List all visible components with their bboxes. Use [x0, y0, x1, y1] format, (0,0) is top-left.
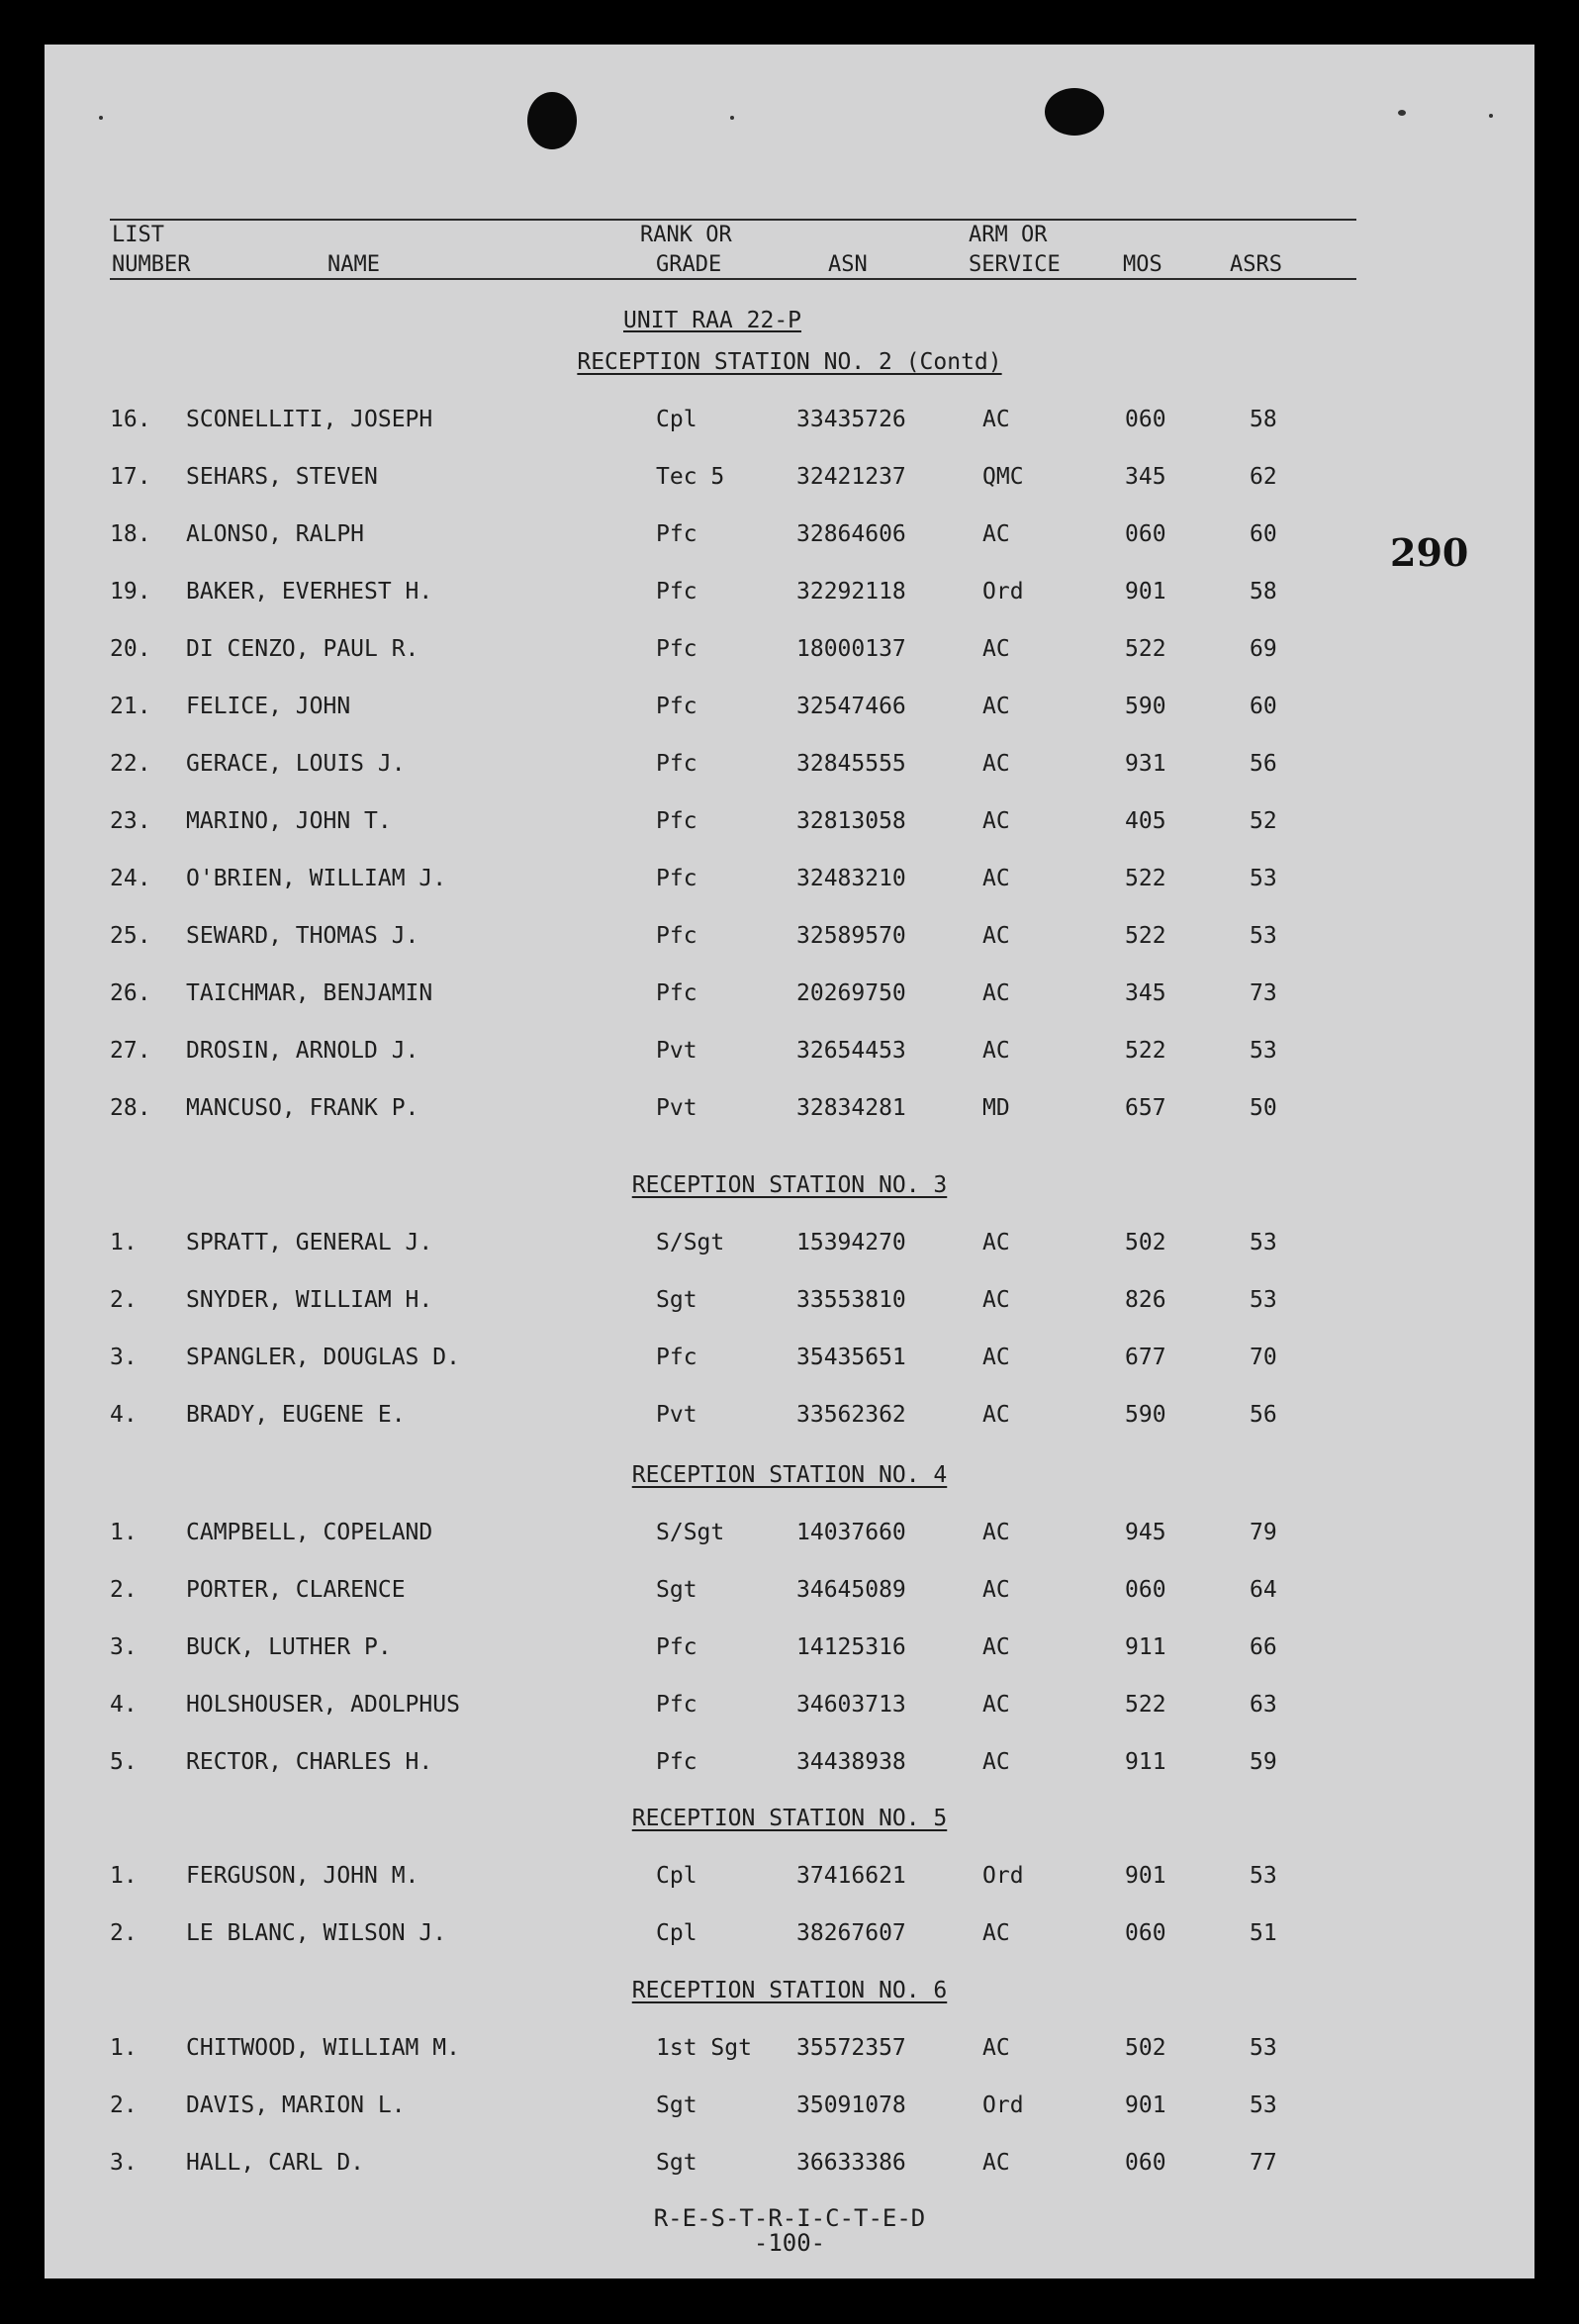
cell-no: 1. [110, 1230, 138, 1255]
cell-no: 3. [110, 1634, 138, 1660]
cell-name: MANCUSO, FRANK P. [186, 1095, 419, 1121]
cell-asrs: 53 [1250, 2035, 1277, 2061]
cell-rank: Pfc [656, 866, 697, 891]
cell-rank: Pfc [656, 980, 697, 1006]
cell-rank: 1st Sgt [656, 2035, 752, 2061]
table-row [45, 1747, 1534, 1777]
cell-no: 3. [110, 2150, 138, 2176]
cell-no: 5. [110, 1749, 138, 1775]
cell-mos: 945 [1125, 1520, 1166, 1545]
cell-asn: 38267607 [796, 1920, 906, 1946]
cell-name: FERGUSON, JOHN M. [186, 1863, 419, 1889]
cell-rank: Sgt [656, 2092, 697, 2118]
cell-asrs: 73 [1250, 980, 1277, 1006]
cell-arm: AC [982, 1287, 1010, 1313]
cell-arm: AC [982, 1749, 1010, 1775]
table-row [45, 1575, 1534, 1605]
cell-mos: 060 [1125, 1577, 1166, 1603]
cell-asrs: 70 [1250, 1345, 1277, 1370]
station-heading-text: RECEPTION STATION NO. 2 (Contd) [577, 349, 1002, 375]
cell-no: 28. [110, 1095, 151, 1121]
cell-asn: 32864606 [796, 521, 906, 547]
header-asn: ASN [828, 252, 868, 277]
station-heading [45, 1976, 1534, 2005]
table-row [45, 1518, 1534, 1547]
header-name: NAME [327, 252, 380, 277]
cell-asn: 36633386 [796, 2150, 906, 2176]
table-row [45, 1400, 1534, 1430]
station-heading-text: RECEPTION STATION NO. 4 [631, 1462, 948, 1488]
cell-name: O'BRIEN, WILLIAM J. [186, 866, 447, 891]
table-row [45, 2148, 1534, 2178]
cell-asn: 32292118 [796, 579, 906, 604]
cell-arm: AC [982, 407, 1010, 432]
cell-rank: Pfc [656, 521, 697, 547]
cell-mos: 502 [1125, 1230, 1166, 1255]
cell-name: CAMPBELL, COPELAND [186, 1520, 433, 1545]
cell-rank: Pfc [656, 923, 697, 949]
cell-asn: 32834281 [796, 1095, 906, 1121]
table-row [45, 864, 1534, 893]
unit-title: UNIT RAA 22-P [623, 308, 802, 333]
cell-rank: Pvt [656, 1402, 697, 1428]
document-page [45, 45, 1534, 2278]
cell-arm: AC [982, 1634, 1010, 1660]
cell-rank: Pfc [656, 808, 697, 834]
cell-arm: AC [982, 923, 1010, 949]
table-row [45, 519, 1534, 549]
cell-mos: 060 [1125, 521, 1166, 547]
cell-asn: 35435651 [796, 1345, 906, 1370]
table-row [45, 2091, 1534, 2120]
cell-name: DROSIN, ARNOLD J. [186, 1038, 419, 1064]
cell-asrs: 50 [1250, 1095, 1277, 1121]
cell-asn: 32547466 [796, 694, 906, 719]
page-number-stamp: 290 [1390, 530, 1469, 575]
header-list-top: LIST [112, 223, 164, 247]
cell-asn: 15394270 [796, 1230, 906, 1255]
cell-rank: Tec 5 [656, 464, 725, 490]
cell-rank: Cpl [656, 1863, 697, 1889]
table-row [45, 405, 1534, 434]
cell-rank: Sgt [656, 1287, 697, 1313]
cell-no: 2. [110, 1577, 138, 1603]
cell-name: SEHARS, STEVEN [186, 464, 378, 490]
cell-asn: 18000137 [796, 636, 906, 662]
cell-asrs: 58 [1250, 579, 1277, 604]
cell-name: FELICE, JOHN [186, 694, 351, 719]
classification-footer: R-E-S-T-R-I-C-T-E-D [653, 2204, 926, 2232]
cell-asn: 33562362 [796, 1402, 906, 1428]
cell-no: 27. [110, 1038, 151, 1064]
cell-asrs: 59 [1250, 1749, 1277, 1775]
cell-name: SNYDER, WILLIAM H. [186, 1287, 433, 1313]
cell-asn: 33553810 [796, 1287, 906, 1313]
cell-no: 2. [110, 1287, 138, 1313]
cell-arm: AC [982, 751, 1010, 777]
cell-asrs: 66 [1250, 1634, 1277, 1660]
cell-name: GERACE, LOUIS J. [186, 751, 406, 777]
header-list-bottom: NUMBER [112, 252, 191, 277]
cell-name: RECTOR, CHARLES H. [186, 1749, 433, 1775]
cell-name: DI CENZO, PAUL R. [186, 636, 419, 662]
speck-mark [730, 116, 734, 120]
cell-rank: Pfc [656, 1749, 697, 1775]
cell-asn: 32654453 [796, 1038, 906, 1064]
cell-rank: Sgt [656, 2150, 697, 2176]
table-row [45, 1861, 1534, 1891]
cell-name: ALONSO, RALPH [186, 521, 365, 547]
cell-no: 1. [110, 1520, 138, 1545]
cell-name: DAVIS, MARION L. [186, 2092, 406, 2118]
cell-name: CHITWOOD, WILLIAM M. [186, 2035, 460, 2061]
table-row [45, 1343, 1534, 1372]
cell-arm: AC [982, 866, 1010, 891]
cell-name: TAICHMAR, BENJAMIN [186, 980, 433, 1006]
cell-asrs: 52 [1250, 808, 1277, 834]
cell-asrs: 63 [1250, 1692, 1277, 1718]
cell-name: MARINO, JOHN T. [186, 808, 392, 834]
cell-no: 23. [110, 808, 151, 834]
cell-no: 21. [110, 694, 151, 719]
cell-no: 17. [110, 464, 151, 490]
cell-arm: AC [982, 1577, 1010, 1603]
cell-mos: 826 [1125, 1287, 1166, 1313]
cell-arm: AC [982, 1230, 1010, 1255]
cell-mos: 060 [1125, 2150, 1166, 2176]
cell-arm: AC [982, 636, 1010, 662]
cell-rank: Pfc [656, 1345, 697, 1370]
cell-name: HOLSHOUSER, ADOLPHUS [186, 1692, 460, 1718]
cell-asrs: 53 [1250, 1230, 1277, 1255]
speck-mark [1398, 110, 1406, 116]
cell-mos: 590 [1125, 694, 1166, 719]
cell-mos: 522 [1125, 866, 1166, 891]
table-row [45, 634, 1534, 664]
table-row [45, 978, 1534, 1008]
punch-hole-right [1045, 88, 1104, 136]
station-heading-text: RECEPTION STATION NO. 3 [631, 1172, 948, 1198]
cell-asrs: 53 [1250, 866, 1277, 891]
table-row [45, 1285, 1534, 1315]
cell-mos: 911 [1125, 1634, 1166, 1660]
header-arm-top: ARM OR [969, 223, 1048, 247]
cell-asrs: 58 [1250, 407, 1277, 432]
cell-arm: Ord [982, 1863, 1024, 1889]
cell-arm: AC [982, 521, 1010, 547]
cell-no: 2. [110, 1920, 138, 1946]
cell-asn: 37416621 [796, 1863, 906, 1889]
cell-rank: Pfc [656, 1634, 697, 1660]
station-heading [45, 347, 1534, 377]
cell-asn: 35572357 [796, 2035, 906, 2061]
station-heading [45, 1170, 1534, 1200]
cell-asrs: 53 [1250, 923, 1277, 949]
table-row [45, 1632, 1534, 1662]
cell-arm: AC [982, 2150, 1010, 2176]
cell-arm: AC [982, 808, 1010, 834]
cell-arm: AC [982, 1402, 1010, 1428]
cell-arm: Ord [982, 579, 1024, 604]
cell-arm: AC [982, 1920, 1010, 1946]
cell-asrs: 60 [1250, 694, 1277, 719]
cell-asrs: 69 [1250, 636, 1277, 662]
cell-asn: 32483210 [796, 866, 906, 891]
station-heading [45, 1804, 1534, 1833]
cell-rank: Pfc [656, 579, 697, 604]
cell-asrs: 53 [1250, 1038, 1277, 1064]
cell-asn: 32589570 [796, 923, 906, 949]
cell-asrs: 62 [1250, 464, 1277, 490]
station-heading [45, 1460, 1534, 1490]
cell-name: HALL, CARL D. [186, 2150, 365, 2176]
cell-no: 26. [110, 980, 151, 1006]
table-row [45, 1228, 1534, 1257]
cell-no: 19. [110, 579, 151, 604]
cell-name: SEWARD, THOMAS J. [186, 923, 419, 949]
cell-mos: 911 [1125, 1749, 1166, 1775]
header-asrs: ASRS [1230, 252, 1282, 277]
cell-mos: 901 [1125, 1863, 1166, 1889]
cell-arm: AC [982, 1692, 1010, 1718]
cell-mos: 590 [1125, 1402, 1166, 1428]
cell-no: 1. [110, 1863, 138, 1889]
cell-arm: Ord [982, 2092, 1024, 2118]
cell-asn: 32421237 [796, 464, 906, 490]
cell-arm: AC [982, 980, 1010, 1006]
table-row [45, 692, 1534, 721]
cell-no: 22. [110, 751, 151, 777]
cell-asrs: 56 [1250, 1402, 1277, 1428]
header-bottom-rule [110, 278, 1356, 280]
cell-rank: Cpl [656, 1920, 697, 1946]
cell-no: 20. [110, 636, 151, 662]
cell-arm: AC [982, 1345, 1010, 1370]
cell-name: SCONELLITI, JOSEPH [186, 407, 433, 432]
cell-rank: Pfc [656, 636, 697, 662]
cell-no: 4. [110, 1402, 138, 1428]
table-row [45, 1036, 1534, 1066]
cell-mos: 901 [1125, 579, 1166, 604]
cell-asn: 34645089 [796, 1577, 906, 1603]
cell-no: 25. [110, 923, 151, 949]
cell-arm: MD [982, 1095, 1010, 1121]
cell-no: 18. [110, 521, 151, 547]
cell-asrs: 60 [1250, 521, 1277, 547]
table-row [45, 749, 1534, 779]
cell-rank: Cpl [656, 407, 697, 432]
cell-rank: Sgt [656, 1577, 697, 1603]
speck-mark [1489, 114, 1493, 118]
cell-asn: 33435726 [796, 407, 906, 432]
cell-asrs: 56 [1250, 751, 1277, 777]
page-footer: -100- [753, 2229, 826, 2257]
table-row [45, 577, 1534, 606]
header-arm-bottom: SERVICE [969, 252, 1061, 277]
cell-name: PORTER, CLARENCE [186, 1577, 406, 1603]
cell-rank: S/Sgt [656, 1230, 725, 1255]
cell-no: 1. [110, 2035, 138, 2061]
header-top-rule [110, 219, 1356, 221]
cell-asn: 32813058 [796, 808, 906, 834]
cell-mos: 522 [1125, 1692, 1166, 1718]
cell-asn: 14037660 [796, 1520, 906, 1545]
table-row [45, 806, 1534, 836]
cell-asn: 34438938 [796, 1749, 906, 1775]
cell-mos: 522 [1125, 923, 1166, 949]
cell-rank: Pvt [656, 1095, 697, 1121]
cell-no: 4. [110, 1692, 138, 1718]
cell-mos: 522 [1125, 1038, 1166, 1064]
header-rank-bottom: GRADE [656, 252, 722, 277]
cell-arm: AC [982, 1038, 1010, 1064]
cell-no: 2. [110, 2092, 138, 2118]
cell-asrs: 53 [1250, 2092, 1277, 2118]
table-row [45, 2033, 1534, 2063]
cell-rank: S/Sgt [656, 1520, 725, 1545]
cell-asrs: 64 [1250, 1577, 1277, 1603]
cell-name: LE BLANC, WILSON J. [186, 1920, 447, 1946]
cell-asn: 34603713 [796, 1692, 906, 1718]
station-heading-text: RECEPTION STATION NO. 5 [631, 1806, 948, 1831]
table-row [45, 1690, 1534, 1720]
cell-asrs: 51 [1250, 1920, 1277, 1946]
cell-mos: 345 [1125, 464, 1166, 490]
cell-rank: Pvt [656, 1038, 697, 1064]
table-row [45, 921, 1534, 951]
cell-asrs: 79 [1250, 1520, 1277, 1545]
cell-name: BUCK, LUTHER P. [186, 1634, 392, 1660]
cell-rank: Pfc [656, 1692, 697, 1718]
cell-asrs: 53 [1250, 1863, 1277, 1889]
cell-mos: 901 [1125, 2092, 1166, 2118]
cell-asn: 35091078 [796, 2092, 906, 2118]
cell-asn: 14125316 [796, 1634, 906, 1660]
cell-mos: 677 [1125, 1345, 1166, 1370]
header-mos: MOS [1123, 252, 1162, 277]
cell-arm: AC [982, 694, 1010, 719]
cell-asrs: 53 [1250, 1287, 1277, 1313]
cell-name: BRADY, EUGENE E. [186, 1402, 406, 1428]
cell-name: SPRATT, GENERAL J. [186, 1230, 433, 1255]
cell-no: 3. [110, 1345, 138, 1370]
table-row [45, 1918, 1534, 1948]
cell-mos: 931 [1125, 751, 1166, 777]
cell-asrs: 77 [1250, 2150, 1277, 2176]
speck-mark [99, 116, 103, 120]
header-rank-top: RANK OR [640, 223, 732, 247]
cell-asn: 20269750 [796, 980, 906, 1006]
cell-no: 24. [110, 866, 151, 891]
station-heading-text: RECEPTION STATION NO. 6 [631, 1978, 948, 2003]
cell-no: 16. [110, 407, 151, 432]
cell-mos: 657 [1125, 1095, 1166, 1121]
table-row [45, 1093, 1534, 1123]
cell-arm: AC [982, 2035, 1010, 2061]
punch-hole-left [527, 92, 577, 149]
cell-arm: AC [982, 1520, 1010, 1545]
table-row [45, 462, 1534, 492]
cell-name: SPANGLER, DOUGLAS D. [186, 1345, 460, 1370]
cell-mos: 060 [1125, 407, 1166, 432]
cell-mos: 522 [1125, 636, 1166, 662]
cell-mos: 060 [1125, 1920, 1166, 1946]
cell-rank: Pfc [656, 751, 697, 777]
cell-name: BAKER, EVERHEST H. [186, 579, 433, 604]
cell-mos: 502 [1125, 2035, 1166, 2061]
cell-rank: Pfc [656, 694, 697, 719]
cell-asn: 32845555 [796, 751, 906, 777]
cell-mos: 405 [1125, 808, 1166, 834]
cell-mos: 345 [1125, 980, 1166, 1006]
cell-arm: QMC [982, 464, 1024, 490]
